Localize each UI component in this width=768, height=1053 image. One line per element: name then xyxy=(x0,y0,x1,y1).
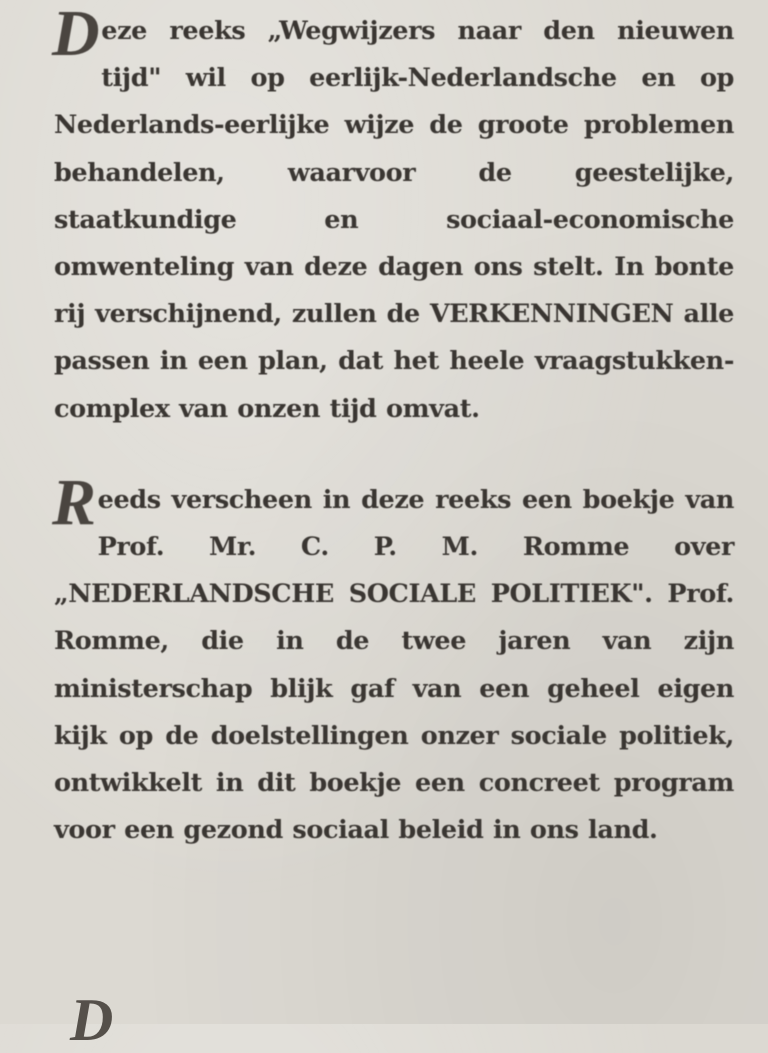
drop-cap-r: R xyxy=(52,465,96,539)
paragraph-romme-booklet xyxy=(52,465,734,855)
paragraph-1-text: eze reeks „Wegwijzers naar den nieuwen tijd" wil op eerlijk-Nederlandsche en op Nederlands-eerlijke wijze de groote problemen behandelen, waarvoor de geestelijke, staatkundige en sociaal-economische omwenteling van deze dagen ons stelt. In bonte rij verschijnend, zullen de VERKENNINGEN alle passen in een plan, dat het heele vraagstukken-complex van onzen tijd omvat. xyxy=(54,16,734,424)
next-paragraph-drop-cap: D xyxy=(70,987,114,1053)
paragraph-2-text: eeds verscheen in deze reeks een boekje van Prof. Mr. C. P. M. Romme over „NEDERLANDSCHE SOCIALE POLITIEK". Prof. Romme, die in de twee jaren van zijn ministerschap blijk gaf van een geheel eigen kijk op de doelstellingen onzer sociale politiek, ontwikkelt in dit boekje een concreet program voor een gezond sociaal beleid in ons land. xyxy=(54,484,734,846)
paragraph-series-intro xyxy=(52,0,734,433)
drop-cap-d: D xyxy=(52,0,100,70)
